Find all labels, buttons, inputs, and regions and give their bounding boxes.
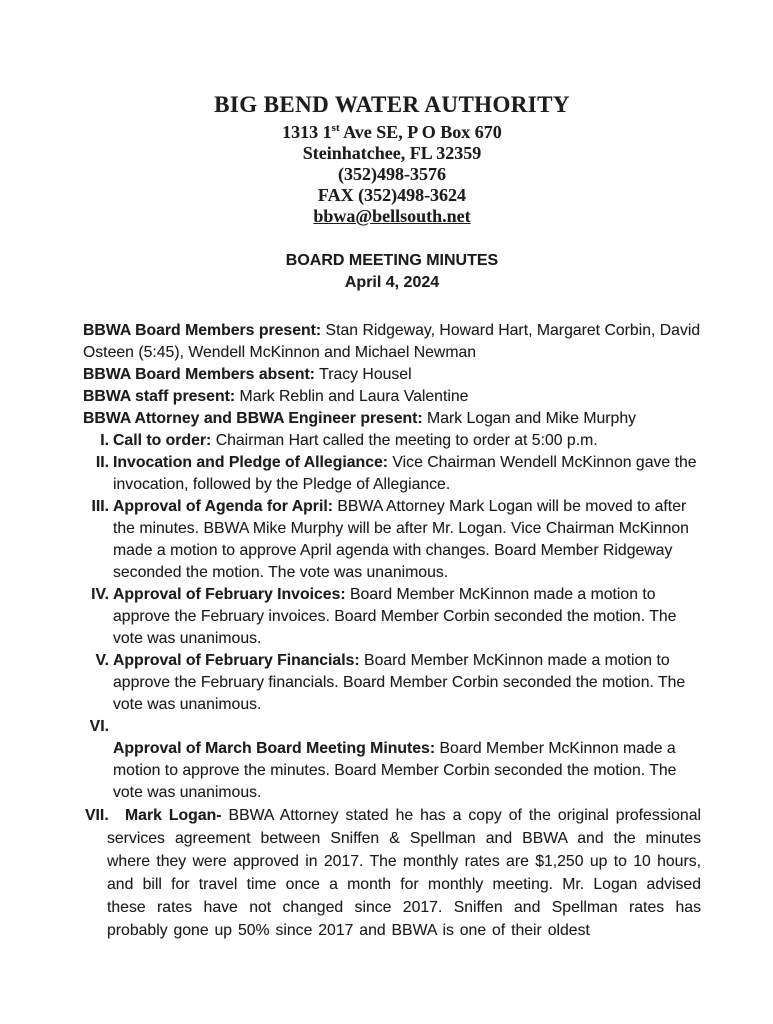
- list-item-february-financials: [83, 650, 701, 716]
- item-heading: Approval of March Board Meeting Minutes:: [113, 740, 436, 757]
- attendance-value: Tracy Housel: [315, 366, 412, 383]
- item-number: I.: [100, 432, 109, 449]
- item-text: BBWA Attorney stated he has a copy of the original professional services agreement between Sniffen & Spellman and BBWA and the minutes where they were approved in 2017. The monthly rates are $1,250 up to 10 hours, and bill for travel time once a month for monthly meeting. Mr. Logan advised these rates have not changed since 2017. Sniffen and Spellman rates has probably gone up 50% since 2017 and BBWA is one of their oldest: [107, 807, 701, 939]
- item-heading: Approval of Agenda for April:: [113, 498, 333, 515]
- attendance-line-members-present: [83, 320, 701, 364]
- list-item-invocation-pledge: [83, 452, 701, 496]
- letterhead: [83, 92, 701, 227]
- list-item-attorney-report: [85, 804, 701, 942]
- item-number: VI.: [89, 718, 109, 735]
- item-number: III.: [91, 498, 109, 515]
- item-number: VII.: [85, 807, 109, 824]
- attendance-value: Stan Ridgeway, Howard Hart, Margaret Corbin, David Osteen (5:45), Wendell McKinnon and Michael Newman: [83, 322, 701, 361]
- item-text: Board Member McKinnon made a motion to approve the February invoices. Board Member Corbin seconded the motion. The vote was unanimous.: [113, 586, 677, 647]
- attendance-value: Mark Logan and Mike Murphy: [422, 410, 637, 427]
- item-heading: Approval of February Financials:: [113, 652, 360, 669]
- item-text: Vice Chairman Wendell McKinnon gave the invocation, followed by the Pledge of Allegiance.: [113, 454, 697, 493]
- attendance-label: BBWA Board Members present:: [83, 322, 322, 339]
- item-text: BBWA Attorney Mark Logan will be moved to after the minutes. BBWA Mike Murphy will be after Mr. Logan. Vice Chairman McKinnon made a motion to approve April agenda with changes. Board Member Ridgeway seconded the motion. The vote was unanimous.: [113, 498, 689, 581]
- city-state-zip-line: Steinhatchee, FL 32359: [302, 143, 482, 163]
- item-content: [113, 496, 701, 584]
- meeting-title-block: [83, 250, 701, 294]
- item-number: II.: [95, 454, 109, 471]
- list-item-february-invoices: [83, 584, 701, 650]
- list-item-call-to-order: [83, 430, 701, 452]
- address-line: [83, 122, 701, 143]
- item-heading: Mark Logan-: [125, 807, 222, 824]
- item-content: [113, 430, 701, 452]
- doc-date: April 4, 2024: [344, 274, 440, 291]
- address-text-rest: Ave SE, P O Box 670: [339, 122, 502, 142]
- item-text: Board Member McKinnon made a motion to approve the February financials. Board Member Corbin seconded the motion. The vote was unanimous.: [113, 652, 686, 713]
- attendance-line-attorney-engineer-present: [83, 408, 701, 430]
- attendance-line-staff-present: [83, 386, 701, 408]
- item-heading: Call to order:: [113, 432, 212, 449]
- doc-title: BOARD MEETING MINUTES: [285, 252, 499, 269]
- item-heading: Invocation and Pledge of Allegiance:: [113, 454, 389, 471]
- attendance-value: Mark Reblin and Laura Valentine: [235, 388, 469, 405]
- item-content: [113, 452, 701, 496]
- attendance-label: BBWA staff present:: [83, 388, 236, 405]
- item-content: [113, 584, 701, 650]
- item-text: Board Member McKinnon made a motion to approve the minutes. Board Member Corbin seconded the motion. The vote was unanimous.: [113, 740, 677, 801]
- list-item-march-minutes-number: [83, 716, 701, 738]
- attendance-label: BBWA Board Members absent:: [83, 366, 316, 383]
- item-text: Chairman Hart called the meeting to order at 5:00 p.m.: [211, 432, 598, 449]
- minutes-body: [83, 320, 701, 942]
- attendance-line-members-absent: [83, 364, 701, 386]
- org-name: BIG BEND WATER AUTHORITY: [214, 92, 570, 117]
- address-text: 1313 1: [282, 122, 332, 142]
- address-superscript: st: [331, 122, 340, 134]
- list-item-agenda-approval: [83, 496, 701, 584]
- item-heading: Approval of February Invoices:: [113, 586, 346, 603]
- list-item-march-minutes-body: [113, 738, 701, 804]
- email-address: bbwa@bellsouth.net: [313, 206, 471, 226]
- fax-line: FAX (352)498-3624: [317, 185, 467, 205]
- phone-line: (352)498-3576: [338, 164, 446, 184]
- attendance-label: BBWA Attorney and BBWA Engineer present:: [83, 410, 423, 427]
- item-number: V.: [95, 652, 109, 669]
- item-number: IV.: [91, 586, 109, 603]
- item-content: [113, 650, 701, 716]
